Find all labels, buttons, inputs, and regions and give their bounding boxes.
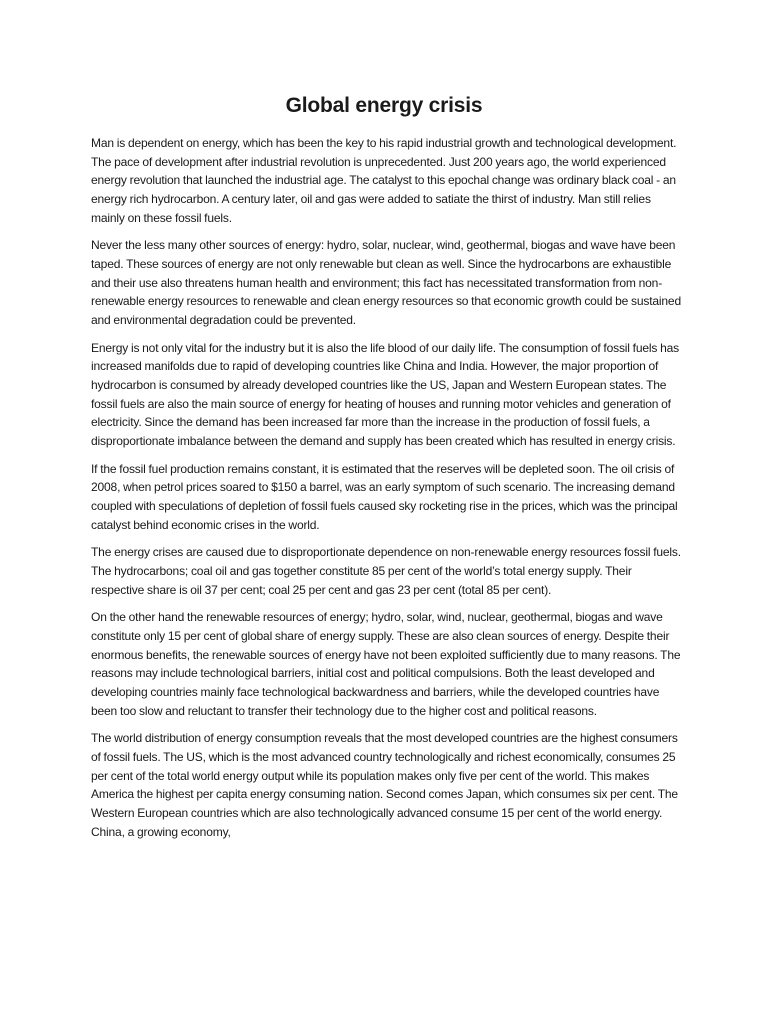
paragraph-3: Energy is not only vital for the industry but it is also the life blood of our daily life. The consumption of fossil fuels has increased manifolds due to rapid of developing countries like China and India. However, the major proportion of hydrocarbon is consumed by already developed countries like the US, Japan and Western European states. The fossil fuels are also the main source of energy for heating of houses and running motor vehicles and generation of electricity. Since the demand has been increased far more than the increase in the production of fossil fuels, a disproportionate imbalance between the demand and supply has been created which has resulted in energy crisis. — [91, 340, 679, 449]
paragraph-2: Never the less many other sources of energy: hydro, solar, nuclear, wind, geothermal, biogas and wave have been taped. These sources of energy are not only renewable but clean as well. Since the hydrocarbons are exhaustible and their use also threatens human health and environment; this fact has necessitated transformation from non-renewable energy resources to renewable and clean energy resources so that economic growth could be sustained and environmental degradation could be prevented. — [91, 238, 681, 328]
document-title: Global energy crisis — [285, 94, 483, 117]
paragraph-5: The energy crises are caused due to disproportionate dependence on non-renewable energy resources fossil fuels. The hydrocarbons; coal oil and gas together constitute 85 per cent of the world’s total energy supply. Their respective share is oil 37 per cent; coal 25 per cent and gas 23 per cent (total 85 per cent). — [91, 545, 681, 597]
paragraph-1: Man is dependent on energy, which has been the key to his rapid industrial growth and technological development. The pace of development after industrial revolution is unprecedented. Just 200 years ago, the world experienced energy revolution that launched the industrial age. The catalyst to this epochal change was ordinary black coal - an energy rich hydrocarbon. A century later, oil and gas were added to satiate the thirst of industry. Man still relies mainly on these fossil fuels. — [91, 136, 677, 225]
paragraph-6: On the other hand the renewable resources of energy; hydro, solar, wind, nuclear, geothermal, biogas and wave constitute only 15 per cent of global share of energy supply. These are also clean sources of energy. Despite their enormous benefits, the renewable sources of energy have not been exploited sufficiently due to many reasons. The reasons may include technological barriers, initial cost and political compulsions. Both the least developed and developing countries mainly face technological backwardness and barriers, while the developed countries have been too slow and reluctant to transfer their technology due to the higher cost and political reasons. — [91, 610, 681, 718]
document-body — [91, 134, 681, 850]
paragraph-7: The world distribution of energy consumption reveals that the most developed countries are the highest consumers of fossil fuels. The US, which is the most advanced country technologically and richest economically, consumes 25 per cent of the total world energy output while its population makes only five per cent of the world. This makes America the highest per capita energy consuming nation. Second comes Japan, which consumes six per cent. The Western European countries which are also technologically advanced consume 15 per cent of the world energy. China, a growing economy, — [91, 731, 678, 839]
paragraph-4: If the fossil fuel production remains constant, it is estimated that the reserves will be depleted soon. The oil crisis of 2008, when petrol prices soared to $150 a barrel, was an early symptom of such scenario. The increasing demand coupled with speculations of depletion of fossil fuels caused sky rocketing rise in the prices, which was the principal catalyst behind economic crises in the world. — [91, 461, 678, 532]
